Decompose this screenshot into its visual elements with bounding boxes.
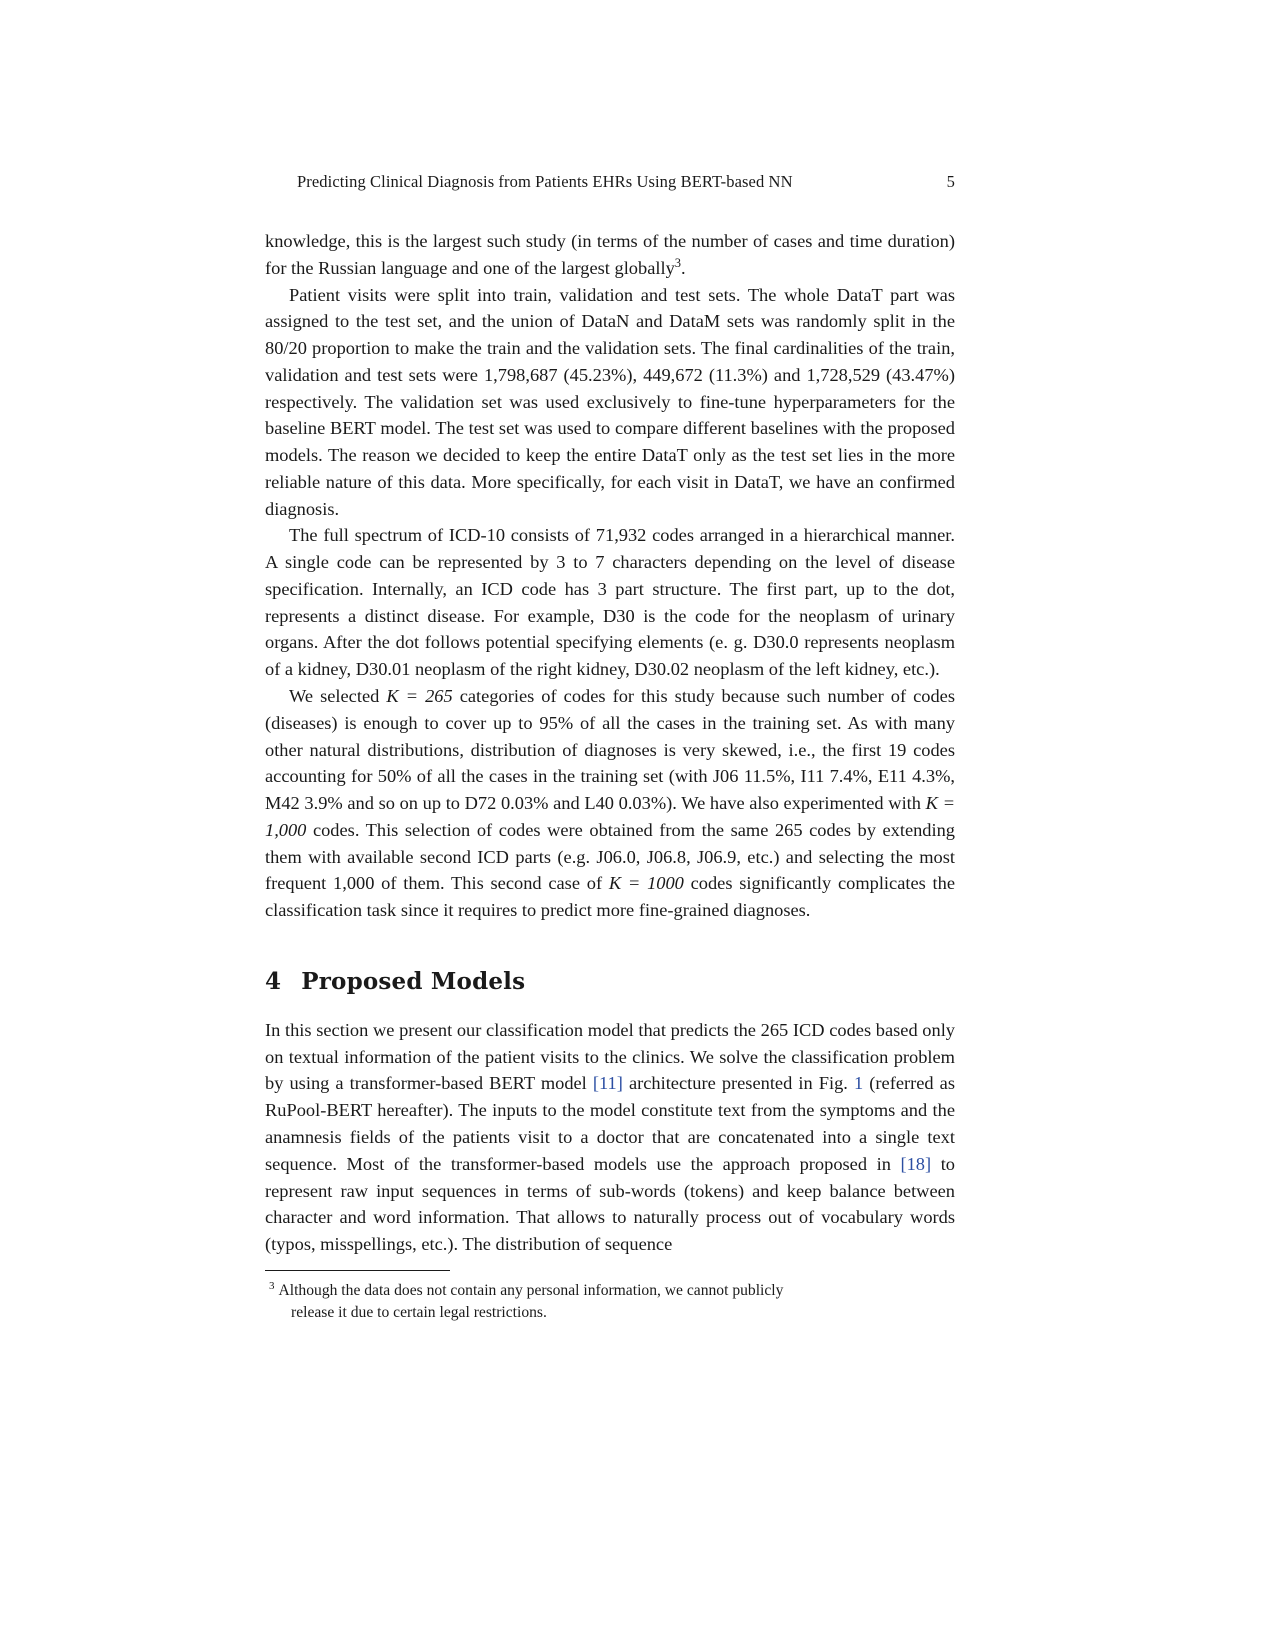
math-k-265: K = 265 [386,686,453,707]
figure-ref-1[interactable]: 1 [854,1073,864,1094]
paragraph-5 [265,1017,955,1258]
paragraph-5-b: architecture presented in Fig. [622,1073,854,1094]
citation-11[interactable]: [11] [592,1073,623,1094]
section-heading [265,968,955,995]
paragraph-5-c: (referred as RuPool-BERT hereafter). The inputs to the model constitute text from the symptoms and the anamnesis fields of the patients visit to a doctor that are concatenated into a single text sequence. Most of the transformer-based models use the approach proposed in [265,1073,956,1174]
footnote-rule [265,1270,450,1271]
paragraph-5-a: In this section we present our classification model that predicts the 265 ICD codes based only on textual information of the patient visits to the clinics. We solve the classification problem by using a transformer-based BERT model [265,1019,955,1094]
citation-18[interactable]: [18] [900,1153,932,1174]
footnote-mark: 3 [269,1279,275,1292]
paragraph-2: Patient visits were split into train, validation and test sets. The whole DataT part was assigned to the test set, and the union of DataN and DataM sets was randomly split in the 80/20 proportion to make the train and the validation sets. The final cardinalities of the train, validation and test sets were 1,798,687 (45.23%), 449,672 (11.3%) and 1,728,529 (43.47%) respectively. The validation set was used exclusively to fine-tune hyperparameters for the baseline BERT model. The test set was used to compare different baselines with the proposed models. The reason we decided to keep the entire DataT only as the test set lies in the more reliable nature of this data. More specifically, for each visit in DataT, we have an confirmed diagnosis. [265,284,955,519]
paragraph-5-d: to represent raw input sequences in terms of sub-words (tokens) and keep balance between character and word information. That allows to naturally process out of vocabulary words (typos, misspellings, etc.). The distribution of sequence [265,1153,955,1255]
paragraph-4-a: We selected [289,686,387,707]
math-k-1000: K = 1,000 [265,793,955,840]
page-number: 5 [946,172,955,191]
page-content [265,172,955,1258]
paragraph-4-d: codes significantly complicates the classification task since it requires to predict more fine-grained diagnoses. [265,873,956,921]
paragraph-4-b: categories of codes for this study because such number of codes (diseases) is enough to cover up to 95% of all the cases in the training set. As with many other natural distributions, distribution of diagnoses is very skewed, i.e., the first 19 codes accounting for 50% of all the cases in the training set (with J06 11.5%, I11 7.4%, E11 4.3%, M42 3.9% and so on up to D72 0.03% and L40 0.03%). We have also experimented with [265,686,955,814]
footnote-area [265,1270,955,1324]
section-number: 4 [265,967,282,995]
paragraph-3: The full spectrum of ICD-10 consists of 71,932 codes arranged in a hierarchical manner. A single code can be represented by 3 to 7 characters depending on the level of disease specification. Internally, an ICD code has 3 part structure. The first part, up to the dot, represents a distinct disease. For example, D30 is the code for the neoplasm of urinary organs. After the dot follows potential specifying elements (e. g. D30.0 represents neoplasm of a kidney, D30.01 neoplasm of the right kidney, D30.02 neoplasm of the left kidney, etc.). [265,525,955,680]
running-head-title: Predicting Clinical Diagnosis from Patients EHRs Using BERT-based NN [297,172,793,191]
footnote-ref-3[interactable]: 3 [674,255,682,270]
paragraph-4 [265,683,955,924]
footnote-3 [265,1280,955,1324]
footnote-line-1: Although the data does not contain any personal information, we cannot publicly [278,1282,784,1299]
math-k-1000-italic: K = 1000 [608,873,684,894]
paragraph-1-end: . [681,257,686,278]
paragraph-1-text: knowledge, this is the largest such study (in terms of the number of cases and time duration) for the Russian language and one of the largest globally [265,231,955,278]
section-title: Proposed Models [301,967,526,995]
running-head [265,172,955,192]
paragraph-4-c: codes. This selection of codes were obtained from the same 265 codes by extending them with available second ICD parts (e.g. J06.0, J06.8, J06.9, etc.) and selecting the most frequent 1,000 of them. This second case of [265,819,955,894]
footnote-line-2: release it due to certain legal restrictions. [291,1304,547,1322]
paragraph-1 [265,228,955,282]
